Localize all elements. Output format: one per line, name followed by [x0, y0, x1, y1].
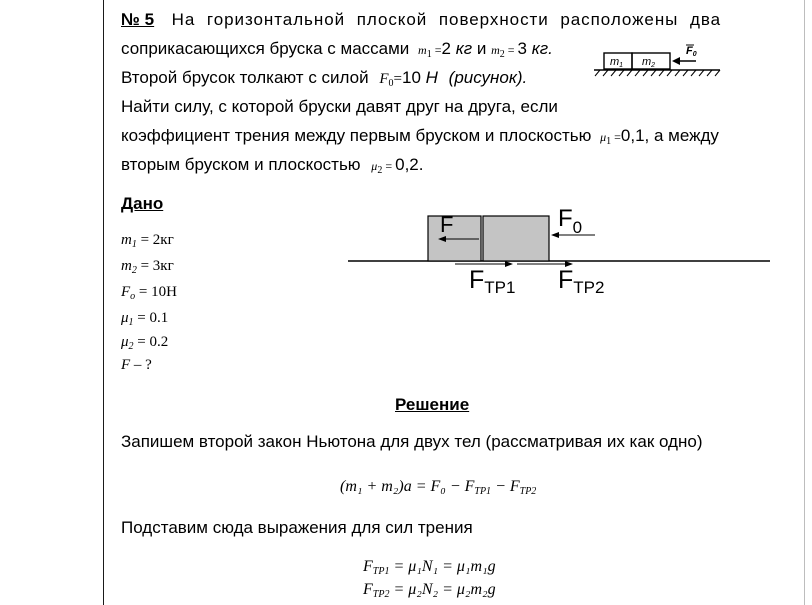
friction-1-label: $F_{TP1}$ [469, 266, 516, 297]
given-item-4: $\mu_1 = 0.1$ [121, 310, 169, 328]
given-item-2: $m_2 = 3кг$ [121, 258, 174, 276]
force-f0-arrowhead [551, 232, 559, 238]
m1-value: 2 [441, 39, 451, 58]
given-item-1: $m_1 = 2кг$ [121, 232, 174, 250]
problem-line-1 [121, 10, 738, 30]
mu2-sub: 2 [377, 165, 383, 176]
equation-2: FTP1 = μ₁N₁ = μ₁m₁g [363, 558, 496, 577]
problem-line-2: соприкасающихся бруска с массами $m_1 =2$ кг и $m_2 = 3$ кг. [121, 39, 553, 60]
force-f0-label: $F_0$ [558, 205, 583, 237]
f0-unit: Н [425, 68, 438, 87]
problem-text-1: На горизонтальной плоской поверхности расположены два [171, 10, 722, 29]
mu1-sub: 1 [606, 136, 612, 147]
given-item-3: $F_o = 10H$ [121, 284, 177, 302]
problem-line-6: вторым бруском и плоскостью $\mu_2 = 0,2$. [121, 155, 424, 176]
m2-unit: кг. [531, 39, 553, 58]
mu1-value: 0,1, а между [620, 126, 719, 145]
m2-sub: 2 [499, 49, 505, 60]
m1-sub: 1 [426, 49, 432, 60]
m2-symbol: m [491, 43, 500, 57]
figure-reference: (рисунок). [448, 68, 528, 87]
equation-1: (m₁ + m₂)a = F₀ − FTP1 − FTP2 [340, 478, 537, 497]
problem-text-6: вторым бруском и плоскостью [121, 155, 361, 174]
problem-line-3: Второй брусок толкают с силой $F_0=10$ Н (рисунок). [121, 68, 528, 89]
small-block-1-label: m1 [610, 56, 624, 69]
problem-text-4: Найти силу, с которой бруски давят друг на друга, если [121, 97, 558, 116]
page-left-border [103, 0, 104, 605]
m2-value: 3 [517, 39, 527, 58]
small-arrow-head [672, 57, 680, 65]
problem-line-4 [121, 97, 558, 117]
and-word: и [476, 39, 487, 58]
page-right-border [804, 0, 805, 605]
mu2-symbol: μ [371, 159, 378, 173]
small-force-label: F0 [686, 45, 697, 58]
solution-text-2: Подставим сюда выражения для сил трения [121, 518, 473, 537]
f0-symbol: F [379, 71, 389, 87]
solution-title: Решение [395, 395, 470, 414]
f0-value: 10 [401, 68, 421, 87]
problem-text-5: коэффициент трения между первым бруском и плоскостью [121, 126, 592, 145]
problem-line-5: коэффициент трения между первым бруском и плоскостью $\mu_1 =0,1$, а между [121, 126, 719, 147]
block-2 [483, 216, 549, 261]
f0-sub: 0 [388, 78, 394, 89]
m1-unit: кг [455, 39, 473, 58]
small-block-2-label: m2 [642, 56, 656, 69]
friction-1-arrowhead [505, 261, 513, 267]
small-ground-hatch [595, 70, 720, 76]
problem-text-2: соприкасающихся бруска с массами [121, 39, 410, 58]
solution-text-1: Запишем второй закон Ньютона для двух тел (рассматривая их как одно) [121, 432, 703, 451]
given-item-6: F – ? [121, 357, 152, 373]
given-item-5: $\mu_2 = 0.2$ [121, 334, 169, 352]
mu1-symbol: μ [600, 130, 607, 144]
problem-text-3: Второй брусок толкают с силой [121, 68, 369, 87]
given-title: Дано [121, 194, 164, 213]
small-figure [592, 40, 726, 80]
friction-2-label: $F_{TP2}$ [558, 266, 605, 297]
m1-symbol: m [418, 43, 427, 57]
main-figure [345, 200, 775, 300]
equation-3: FTP2 = μ₂N₂ = μ₂m₂g [363, 581, 496, 600]
mu2-value: 0,2. [395, 155, 424, 174]
problem-number: № 5 [121, 10, 155, 29]
force-f-label: F [440, 212, 454, 237]
